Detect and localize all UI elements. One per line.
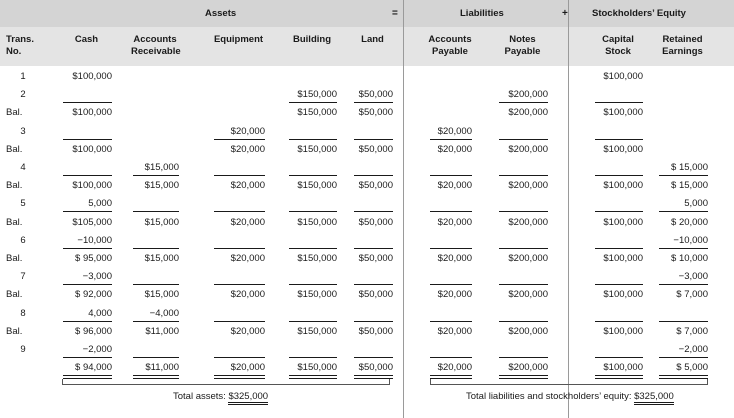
column-header-line2: Payable (504, 46, 541, 57)
cell-cs: $100,000 (603, 107, 643, 119)
underline-bldg (289, 139, 337, 140)
cell-cash: $105,000 (72, 216, 112, 228)
underline-equip (214, 248, 265, 249)
underline-re (659, 321, 708, 322)
column-header-ap (428, 34, 472, 58)
cell-cs: $100,000 (603, 253, 643, 264)
cell-cs: $100,000 (603, 180, 643, 192)
cell-bldg: $150,000 (297, 107, 337, 119)
row-trans-no: 5 (20, 198, 26, 210)
underline-equip (214, 175, 265, 176)
underline-bldg (289, 248, 337, 249)
underline-ap (430, 139, 472, 140)
column-header-line2: Equipment (213, 34, 264, 45)
underline-bldg (289, 357, 337, 358)
underline-cash (63, 102, 112, 103)
liabilities-equity-separator (568, 0, 569, 418)
underline-cash (63, 321, 112, 322)
underline-np (499, 175, 548, 176)
underline-land (354, 211, 393, 212)
cell-re: $ 20,000 (671, 216, 708, 228)
cell-re: $ 15,000 (671, 162, 708, 173)
cell-ap: $20,000 (437, 325, 472, 337)
cell-cash: $ 92,000 (75, 289, 112, 301)
underline-np (499, 139, 548, 140)
underline-ar (133, 284, 179, 285)
cell-re: 5,000 (684, 198, 708, 210)
column-header-ar (131, 34, 179, 58)
assets-liabilities-separator (403, 0, 404, 418)
underline-cs (595, 248, 643, 249)
cell-ap: $20,000 (437, 125, 472, 137)
cell-cash: 5,000 (88, 198, 112, 210)
underline-np (499, 321, 548, 322)
underline-equip (214, 357, 265, 358)
cell-re: −10,000 (673, 234, 708, 246)
underline-ar (133, 175, 179, 176)
underline-cs (595, 357, 643, 358)
cell-ar: $15,000 (144, 180, 179, 192)
cell-cash: −10,000 (77, 234, 112, 246)
column-header-line1: Notes (509, 34, 536, 45)
cell-ap: $20,000 (437, 289, 472, 301)
total-assets (173, 391, 268, 402)
cell-ar: $15,000 (144, 253, 179, 264)
underline-ap (430, 321, 472, 322)
underline-bldg (289, 211, 337, 212)
row-trans-no: 2 (20, 89, 26, 101)
cell-ar: −4,000 (149, 307, 179, 319)
underline-cs (595, 139, 643, 140)
underline-ar (133, 211, 179, 212)
underline-ap (430, 248, 472, 249)
plus-sign: + (562, 8, 568, 19)
underline-ap (430, 284, 472, 285)
row-trans-no: 3 (20, 125, 26, 137)
underline-bldg (289, 321, 337, 322)
row-trans-no: Bal. (6, 253, 23, 264)
cell-equip: $20,000 (230, 362, 265, 374)
underline-cs (595, 321, 643, 322)
column-header-line2: Stock (605, 46, 631, 57)
underline-land (354, 321, 393, 322)
underline-cs (595, 175, 643, 176)
underline-land (354, 139, 393, 140)
cell-re: $ 5,000 (676, 362, 708, 374)
row-trans-no: 6 (20, 234, 26, 246)
row-trans-no: 9 (20, 344, 26, 355)
column-header-line1: Retained (662, 34, 703, 45)
cell-ar: $15,000 (144, 289, 179, 301)
cell-cash: −3,000 (82, 271, 112, 283)
cell-cs: $100,000 (603, 143, 643, 155)
cell-cash: −2,000 (82, 344, 112, 355)
cell-bldg: $150,000 (297, 325, 337, 337)
cell-re: −3,000 (678, 271, 708, 283)
cell-bldg: $150,000 (297, 89, 337, 101)
column-header-line1: Capital (602, 34, 634, 45)
cell-np: $200,000 (508, 89, 548, 101)
cell-land: $50,000 (358, 89, 393, 101)
underline-ar (133, 248, 179, 249)
underline-land (354, 357, 393, 358)
underline-land (354, 248, 393, 249)
cell-bldg: $150,000 (297, 180, 337, 192)
underline-re (659, 357, 708, 358)
underline-bldg (289, 284, 337, 285)
column-header-cash (61, 34, 112, 46)
cell-land: $50,000 (358, 253, 393, 264)
cell-land: $50,000 (358, 289, 393, 301)
row-trans-no: Bal. (6, 143, 23, 155)
cell-ar: $11,000 (145, 362, 179, 374)
cell-cs: $100,000 (603, 289, 643, 301)
liabilities-group-header: Liabilities (460, 8, 504, 19)
underline-re (659, 211, 708, 212)
cell-ap: $20,000 (437, 253, 472, 264)
column-header-line1: Accounts (428, 34, 472, 45)
cell-bldg: $150,000 (297, 289, 337, 301)
total-liabilities-equity (466, 391, 674, 402)
cell-land: $50,000 (358, 143, 393, 155)
underline-cash (63, 357, 112, 358)
column-header-line2: Cash (74, 34, 99, 45)
cell-ar: $15,000 (144, 162, 179, 173)
cell-cash: $ 94,000 (75, 362, 112, 374)
column-header-line1: Accounts (133, 34, 177, 45)
underline-np (499, 284, 548, 285)
cell-np: $200,000 (508, 107, 548, 119)
cell-np: $200,000 (508, 253, 548, 264)
cell-np: $200,000 (508, 362, 548, 374)
underline-re (659, 284, 708, 285)
cell-re: −2,000 (678, 344, 708, 355)
cell-np: $200,000 (508, 325, 548, 337)
cell-re: $ 10,000 (671, 253, 708, 264)
cell-cash: 4,000 (88, 307, 112, 319)
underline-cash (63, 175, 112, 176)
cell-land: $50,000 (358, 362, 393, 374)
underline-equip (214, 284, 265, 285)
underline-equip (214, 139, 265, 140)
cell-cs: $100,000 (603, 362, 643, 374)
underline-ar (133, 357, 179, 358)
assets-group-header: Assets (205, 8, 237, 19)
underline-land (354, 175, 393, 176)
underline-land (354, 102, 393, 103)
total-liabilities-equity-label: Total liabilities and stockholders’ equity: (466, 391, 632, 402)
underline-bldg (289, 102, 337, 103)
row-trans-no: Bal. (6, 325, 23, 337)
cell-ar: $11,000 (145, 325, 179, 337)
equals-sign: = (392, 8, 398, 19)
underline-cs (595, 284, 643, 285)
underline-cs (595, 102, 643, 103)
cell-equip: $20,000 (230, 289, 265, 301)
underline-ar (133, 321, 179, 322)
underline-cash (63, 211, 112, 212)
column-header-land (352, 34, 393, 46)
row-trans-no: Bal. (6, 107, 23, 119)
column-header-line2: Payable (432, 46, 468, 57)
cell-land: $50,000 (358, 325, 393, 337)
cell-re: $ 7,000 (676, 289, 708, 301)
row-trans-no: Bal. (6, 216, 23, 228)
row-trans-no: 1 (20, 71, 26, 82)
column-header-line2: Earnings (662, 46, 703, 57)
column-header-np (497, 34, 548, 58)
cell-bldg: $150,000 (297, 216, 337, 228)
column-header-trans (6, 34, 46, 58)
underline-ap (430, 357, 472, 358)
cell-np: $200,000 (508, 216, 548, 228)
row-trans-no: 7 (20, 271, 26, 283)
cell-equip: $20,000 (230, 216, 265, 228)
cell-ap: $20,000 (437, 143, 472, 155)
cell-re: $ 7,000 (676, 325, 708, 337)
cell-cash: $ 96,000 (75, 325, 112, 337)
cell-bldg: $150,000 (297, 143, 337, 155)
underline-equip (214, 211, 265, 212)
total-liabilities-equity-value: $325,000 (634, 391, 674, 405)
row-trans-no: 8 (20, 307, 26, 319)
cell-equip: $20,000 (230, 253, 265, 264)
column-header-line2: Land (361, 34, 384, 45)
column-header-line1: Trans. (6, 34, 34, 45)
cell-np: $200,000 (508, 143, 548, 155)
underline-bldg (289, 175, 337, 176)
stockholders-equity-group-header: Stockholders’ Equity (592, 8, 686, 19)
cell-bldg: $150,000 (297, 253, 337, 264)
underline-ap (430, 175, 472, 176)
cell-cash: $100,000 (72, 71, 112, 82)
cell-cs: $100,000 (603, 216, 643, 228)
underline-equip (214, 321, 265, 322)
cell-cs: $100,000 (603, 71, 643, 82)
underline-np (499, 357, 548, 358)
column-header-line2: Building (293, 34, 331, 45)
underline-cash (63, 248, 112, 249)
cell-cs: $100,000 (603, 325, 643, 337)
underline-np (499, 211, 548, 212)
column-header-cs (593, 34, 643, 58)
underline-cs (595, 211, 643, 212)
cell-cash: $100,000 (72, 107, 112, 119)
cell-equip: $20,000 (230, 325, 265, 337)
total-assets-label: Total assets: (173, 391, 226, 402)
cell-equip: $20,000 (230, 180, 265, 192)
cell-re: $ 15,000 (671, 180, 708, 192)
row-trans-no: Bal. (6, 180, 23, 192)
column-header-bldg (287, 34, 337, 46)
cell-cash: $100,000 (72, 180, 112, 192)
cell-bldg: $150,000 (297, 362, 337, 374)
column-header-line2: No. (6, 46, 22, 57)
column-header-re (657, 34, 708, 58)
cell-np: $200,000 (508, 180, 548, 192)
column-header-equip (212, 34, 265, 46)
underline-np (499, 248, 548, 249)
row-trans-no: 4 (20, 162, 26, 173)
cell-ap: $20,000 (437, 216, 472, 228)
liabilities-equity-brace (430, 379, 708, 385)
underline-ap (430, 211, 472, 212)
cell-np: $200,000 (508, 289, 548, 301)
cell-cash: $ 95,000 (75, 253, 112, 264)
cell-cash: $100,000 (72, 143, 112, 155)
underline-cash (63, 284, 112, 285)
underline-cash (63, 139, 112, 140)
underline-np (499, 102, 548, 103)
cell-ar: $15,000 (144, 216, 179, 228)
cell-equip: $20,000 (230, 143, 265, 155)
underline-re (659, 248, 708, 249)
cell-equip: $20,000 (230, 125, 265, 137)
underline-re (659, 175, 708, 176)
underline-land (354, 284, 393, 285)
total-assets-value: $325,000 (228, 391, 268, 405)
assets-brace (62, 379, 390, 385)
cell-ap: $20,000 (437, 362, 472, 374)
row-trans-no: Bal. (6, 289, 23, 301)
column-header-line2: Receivable (131, 46, 181, 57)
cell-ap: $20,000 (437, 180, 472, 192)
cell-land: $50,000 (358, 107, 393, 119)
cell-land: $50,000 (358, 216, 393, 228)
cell-land: $50,000 (358, 180, 393, 192)
